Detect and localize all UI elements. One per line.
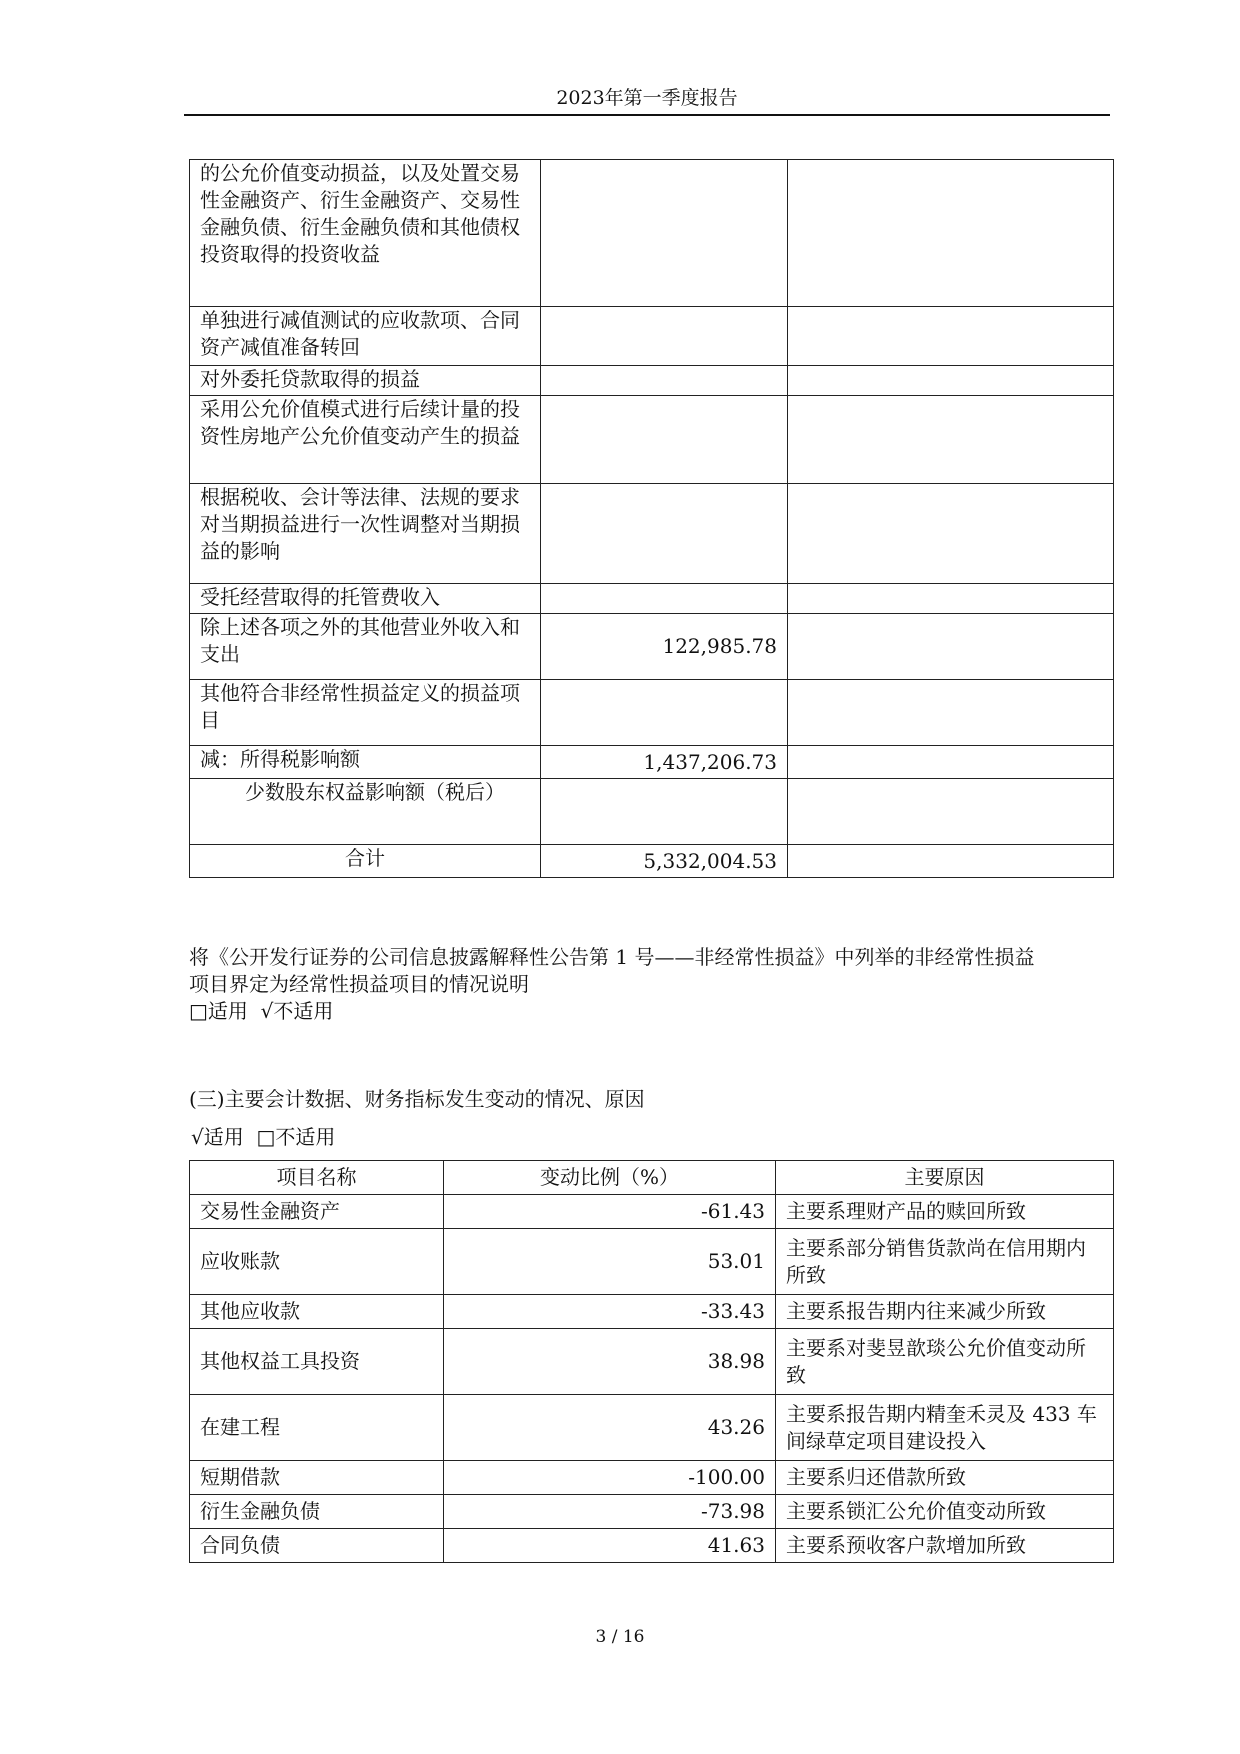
total-label: 合计 xyxy=(190,845,541,878)
column-header: 项目名称 xyxy=(190,1161,444,1195)
item-name: 短期借款 xyxy=(190,1461,444,1495)
financial-changes-table xyxy=(189,1160,1114,1563)
item-name: 合同负债 xyxy=(190,1529,444,1563)
row-amount xyxy=(541,307,788,366)
change-ratio: 43.26 xyxy=(444,1395,776,1461)
table-row xyxy=(190,1529,1114,1563)
table-row xyxy=(190,307,1114,366)
row-note xyxy=(788,366,1114,396)
item-name: 在建工程 xyxy=(190,1395,444,1461)
row-amount xyxy=(541,779,788,845)
change-ratio: 53.01 xyxy=(444,1229,776,1295)
change-ratio: -33.43 xyxy=(444,1295,776,1329)
column-header: 主要原因 xyxy=(776,1161,1114,1195)
item-name: 应收账款 xyxy=(190,1229,444,1295)
change-ratio: -61.43 xyxy=(444,1195,776,1229)
table-row xyxy=(190,396,1114,484)
item-name: 其他权益工具投资 xyxy=(190,1329,444,1395)
row-label: 根据税收、会计等法律、法规的要求对当期损益进行一次性调整对当期损益的影响 xyxy=(190,484,541,584)
change-reason: 主要系报告期内往来减少所致 xyxy=(776,1295,1114,1329)
row-label: 除上述各项之外的其他营业外收入和支出 xyxy=(190,614,541,680)
table-row xyxy=(190,1295,1114,1329)
table-row xyxy=(190,779,1114,845)
change-ratio: 38.98 xyxy=(444,1329,776,1395)
row-note xyxy=(788,160,1114,307)
table-row xyxy=(190,160,1114,307)
row-note xyxy=(788,779,1114,845)
table-row xyxy=(190,746,1114,779)
row-amount xyxy=(541,584,788,614)
change-reason: 主要系理财产品的赎回所致 xyxy=(776,1195,1114,1229)
table-row xyxy=(190,484,1114,584)
table-row xyxy=(190,1195,1114,1229)
row-note xyxy=(788,614,1114,680)
report-header-title: 2023年第一季度报告 xyxy=(556,87,738,109)
change-reason: 主要系锁汇公允价值变动所致 xyxy=(776,1495,1114,1529)
change-ratio: 41.63 xyxy=(444,1529,776,1563)
change-reason: 主要系部分销售货款尚在信用期内所致 xyxy=(776,1229,1114,1295)
row-label: 单独进行减值测试的应收款项、合同资产减值准备转回 xyxy=(190,307,541,366)
table-row xyxy=(190,584,1114,614)
table-row xyxy=(190,1461,1114,1495)
table-row xyxy=(190,366,1114,396)
row-label: 受托经营取得的托管费收入 xyxy=(190,584,541,614)
item-name: 衍生金融负债 xyxy=(190,1495,444,1529)
header-divider xyxy=(184,114,1110,116)
table-row xyxy=(190,614,1114,680)
section-heading: (三)主要会计数据、财务指标发生变动的情况、原因 xyxy=(189,1087,645,1111)
item-name: 交易性金融资产 xyxy=(190,1195,444,1229)
item-name: 其他应收款 xyxy=(190,1295,444,1329)
change-ratio: -73.98 xyxy=(444,1495,776,1529)
row-label: 的公允价值变动损益，以及处置交易性金融资产、衍生金融资产、交易性金融负债、衍生金融负债和其他债权投资取得的投资收益 xyxy=(190,160,541,307)
row-amount xyxy=(541,484,788,584)
change-reason: 主要系预收客户款增加所致 xyxy=(776,1529,1114,1563)
applicable-checkbox-line: √适用 □不适用 xyxy=(191,1125,336,1149)
row-note xyxy=(788,307,1114,366)
row-amount: 1,437,206.73 xyxy=(541,746,788,779)
change-ratio: -100.00 xyxy=(444,1461,776,1495)
table-row xyxy=(190,680,1114,746)
column-header: 变动比例（%） xyxy=(444,1161,776,1195)
row-note xyxy=(788,396,1114,484)
table-total-row xyxy=(190,845,1114,878)
table-row xyxy=(190,1395,1114,1461)
table-row xyxy=(190,1329,1114,1395)
row-note xyxy=(788,746,1114,779)
row-label: 采用公允价值模式进行后续计量的投资性房地产公允价值变动产生的损益 xyxy=(190,396,541,484)
row-label: 少数股东权益影响额（税后） xyxy=(190,779,541,845)
table-row xyxy=(190,1495,1114,1529)
page-number: 3 / 16 xyxy=(595,1627,645,1647)
row-amount xyxy=(541,366,788,396)
row-amount: 122,985.78 xyxy=(541,614,788,680)
non-recurring-gains-table xyxy=(189,159,1114,878)
row-label: 其他符合非经常性损益定义的损益项目 xyxy=(190,680,541,746)
change-reason: 主要系报告期内精奎禾灵及 433 车间绿草定项目建设投入 xyxy=(776,1395,1114,1461)
change-reason: 主要系对斐昱歆琰公允价值变动所致 xyxy=(776,1329,1114,1395)
row-note xyxy=(788,845,1114,878)
change-reason: 主要系归还借款所致 xyxy=(776,1461,1114,1495)
explanation-paragraph-line2: 项目界定为经常性损益项目的情况说明 xyxy=(189,972,529,996)
explanation-paragraph-line1: 将《公开发行证券的公司信息披露解释性公告第 1 号——非经常性损益》中列举的非经常性损益 xyxy=(189,945,1035,969)
table-row xyxy=(190,1229,1114,1295)
row-label: 减：所得税影响额 xyxy=(190,746,541,779)
row-amount xyxy=(541,680,788,746)
table-header-row xyxy=(190,1161,1114,1195)
total-amount: 5,332,004.53 xyxy=(541,845,788,878)
applicable-checkbox-line: □适用 √不适用 xyxy=(189,999,334,1023)
row-label: 对外委托贷款取得的损益 xyxy=(190,366,541,396)
row-note xyxy=(788,484,1114,584)
row-amount xyxy=(541,396,788,484)
row-note xyxy=(788,680,1114,746)
row-note xyxy=(788,584,1114,614)
row-amount xyxy=(541,160,788,307)
